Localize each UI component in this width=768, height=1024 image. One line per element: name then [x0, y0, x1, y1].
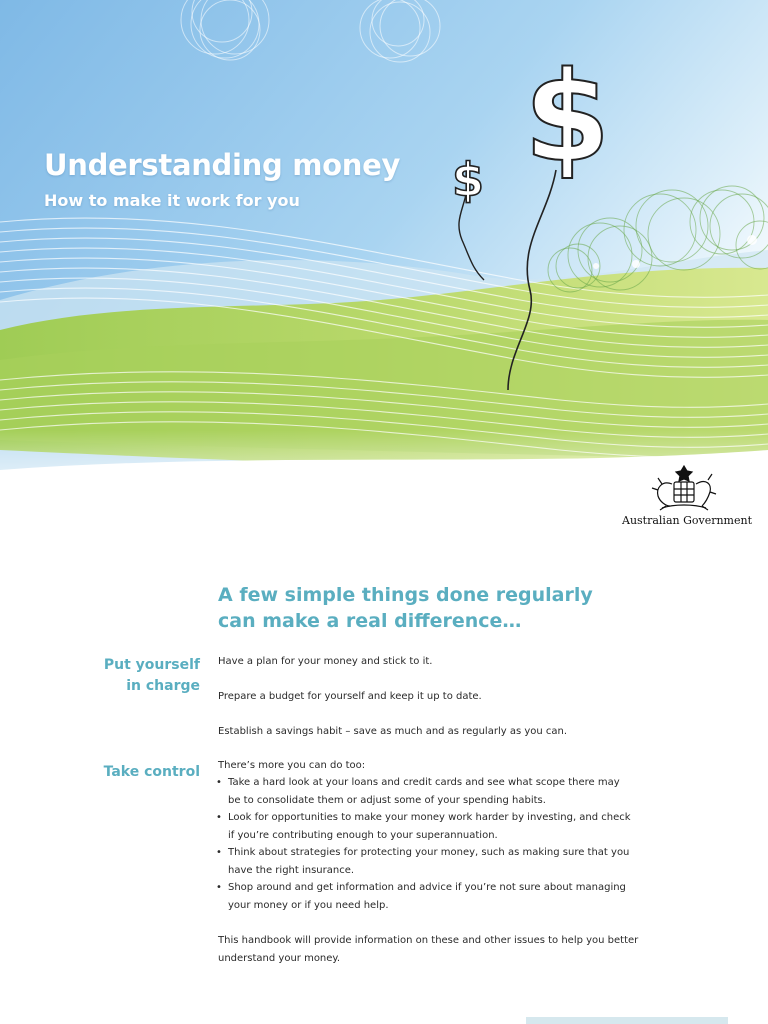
list-item: [216, 809, 631, 844]
list-item-line: have the right insurance.: [228, 864, 355, 876]
list-item-line: • Take a hard look at your loans and credit cards and see what scope there may: [228, 777, 620, 788]
tips-list: [216, 774, 631, 914]
cover-subtitle: How to make it work for you: [44, 191, 300, 210]
list-item-line: • Look for opportunities to make your money work harder by investing, and check: [228, 812, 631, 823]
paragraph-handbook: [218, 932, 638, 967]
side-heading-take-control: [10, 762, 200, 783]
headline-line-2: can make a real difference…: [218, 610, 522, 632]
cover-title: Understanding money: [44, 148, 401, 182]
paragraph-line: This handbook will provide information on these and other issues to help you better: [218, 935, 639, 946]
list-item-line: be to consolidate them or adjust some of your spending habits.: [228, 794, 546, 806]
list-item-line: • Shop around and get information and advice if you’re not sure about managing: [228, 882, 626, 893]
svg-text:$: $: [524, 46, 611, 190]
paragraph-savings: Establish a savings habit – save as much and as regularly as you can.: [218, 726, 568, 737]
headline: [218, 582, 678, 634]
headline-line-1: A few simple things done regularly: [218, 584, 593, 606]
side-heading-line: in charge: [126, 678, 200, 694]
list-item: [216, 844, 631, 879]
list-item-line: your money or if you need help.: [228, 899, 389, 911]
list-item-line: • Think about strategies for protecting your money, such as making sure that you: [228, 847, 630, 858]
list-item: [216, 774, 631, 809]
list-item: [216, 879, 631, 914]
footer-bar: [526, 1017, 728, 1024]
list-item-line: if you’re contributing enough to your superannuation.: [228, 829, 498, 841]
paragraph-line: understand your money.: [218, 952, 341, 964]
svg-text:$: $: [452, 153, 485, 207]
government-logo: [622, 462, 753, 532]
government-label: Australian Government: [622, 514, 753, 527]
paragraph-plan: Have a plan for your money and stick to it.: [218, 656, 433, 667]
paragraph-more: There’s more you can do too:: [218, 760, 366, 771]
side-heading-line: Take control: [103, 764, 200, 780]
coat-of-arms-icon: [622, 462, 746, 512]
side-heading-line: Put yourself: [103, 657, 200, 673]
side-heading-put-yourself-in-charge: [10, 655, 200, 697]
paragraph-budget: Prepare a budget for yourself and keep it up to date.: [218, 691, 482, 702]
